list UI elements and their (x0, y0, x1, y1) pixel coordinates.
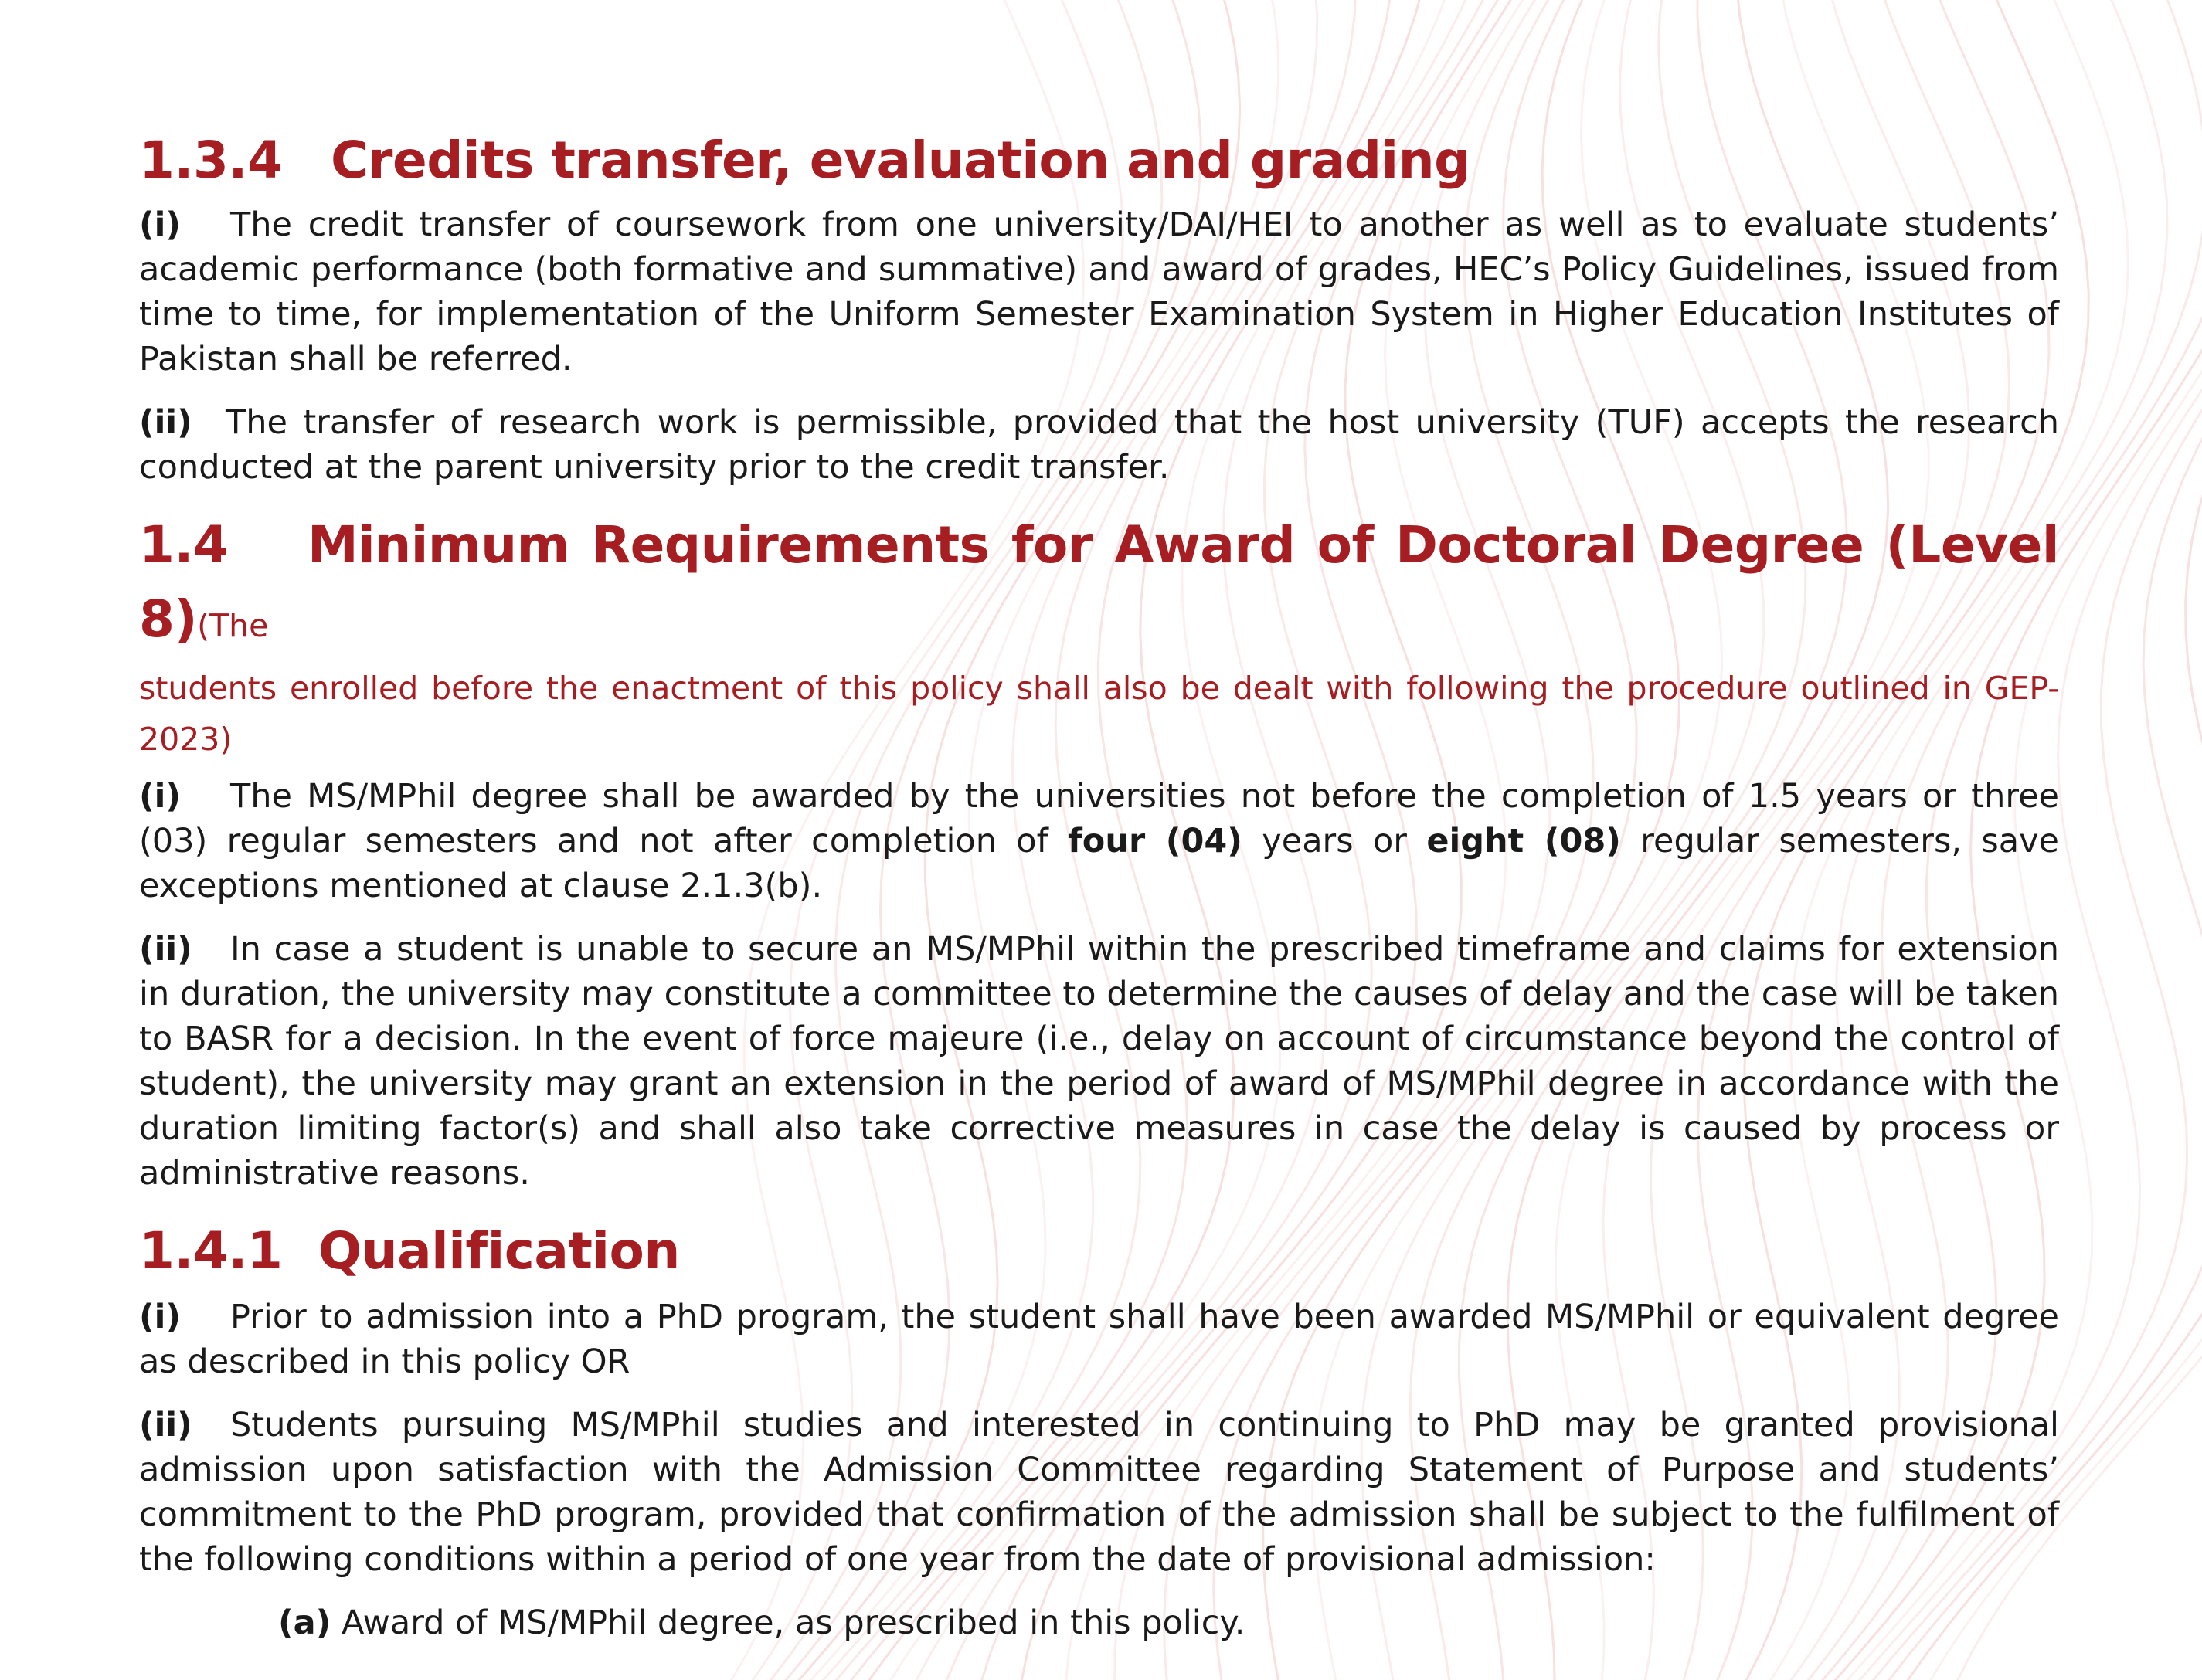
item-marker: (ii) (139, 1406, 192, 1444)
paragraph-text: Award of MS/MPhil degree, as prescribed in this policy. (342, 1604, 1245, 1642)
paragraph-text: The credit transfer of coursework from one university/DAI/HEI to another as well as to evaluate students’ academic performance (both formative and summative) and award of grades, HEC’s Policy Guidelines, issued from time to time, for implementation of the Uniform Semester Examination System in Higher Education Institutes of Pakistan shall be referred. (139, 205, 2059, 378)
item-marker: (a) (278, 1604, 331, 1642)
item-marker: (i) (139, 205, 182, 244)
section-title: Qualification (318, 1221, 680, 1281)
item-marker: (ii) (139, 930, 192, 969)
section-number: 1.4 (139, 515, 229, 575)
section-number: 1.3.4 (139, 131, 283, 190)
paragraph-text: Prior to admission into a PhD program, the student shall have been awarded MS/MPhil or equivalent degree as described in this policy OR (139, 1298, 2059, 1381)
paragraph-1-4-ii (139, 927, 2059, 1196)
paragraph-1-3-4-i (139, 202, 2059, 382)
document-page (139, 124, 2059, 1664)
section-note-start: (The (197, 607, 269, 644)
section-note: students enrolled before the enactment of this policy shall also be dealt with following the procedure outlined in GEP-2023) (139, 670, 2059, 758)
bold-term: eight (08) (1426, 822, 1621, 860)
item-marker: (ii) (139, 403, 192, 442)
paragraph-text: regular semesters, save exceptions mentioned at clause 2.1.3(b). (139, 822, 2060, 905)
item-marker: (i) (139, 777, 182, 816)
item-marker: (i) (139, 1298, 182, 1336)
paragraph-text: The transfer of research work is permissible, provided that the host university (TUF) accepts the research conducted at the parent university prior to the credit transfer. (139, 403, 2059, 487)
paragraph-text: The MS/MPhil degree shall be awarded by the universities not before the completion of 1.5 years or three (03) regular semesters and not after completion of (139, 777, 2059, 860)
paragraph-text: years or (1262, 822, 1407, 860)
paragraph-1-4-1-ii (139, 1403, 2059, 1582)
paragraph-1-4-i (139, 774, 2059, 908)
section-heading-1-4-1 (139, 1214, 2059, 1288)
section-title: Minimum Requirements for Award of Doctoral Degree (Level 8) (139, 515, 2059, 649)
subitem-a (139, 1600, 2059, 1645)
section-number: 1.4.1 (139, 1221, 283, 1281)
section-heading-1-3-4 (139, 124, 2059, 198)
bold-term: four (04) (1068, 822, 1242, 860)
paragraph-text: In case a student is unable to secure an MS/MPhil within the prescribed timeframe and claims for extension in duration, the university may constitute a committee to determine the causes of delay and the case will be taken to BASR for a decision. In the event of force majeure (i.e., delay on account of circumstance beyond the control of student), the university may grant an extension in the period of award of MS/MPhil degree in accordance with the duration limiting factor(s) and shall also take corrective measures in case the delay is caused by process or administrative reasons. (139, 930, 2059, 1193)
paragraph-1-3-4-ii (139, 400, 2059, 490)
section-heading-1-4 (139, 508, 2059, 663)
paragraph-text: Students pursuing MS/MPhil studies and interested in continuing to PhD may be granted provisional admission upon satisfaction with the Admission Committee regarding Statement of Purpose and students’ commitment to the PhD program, provided that confirmation of the admission shall be subject to the fulfilment of the following conditions within a period of one year from the date of provisional admission: (139, 1406, 2059, 1579)
paragraph-1-4-1-i (139, 1295, 2059, 1384)
section-title: Credits transfer, evaluation and grading (331, 131, 1470, 190)
